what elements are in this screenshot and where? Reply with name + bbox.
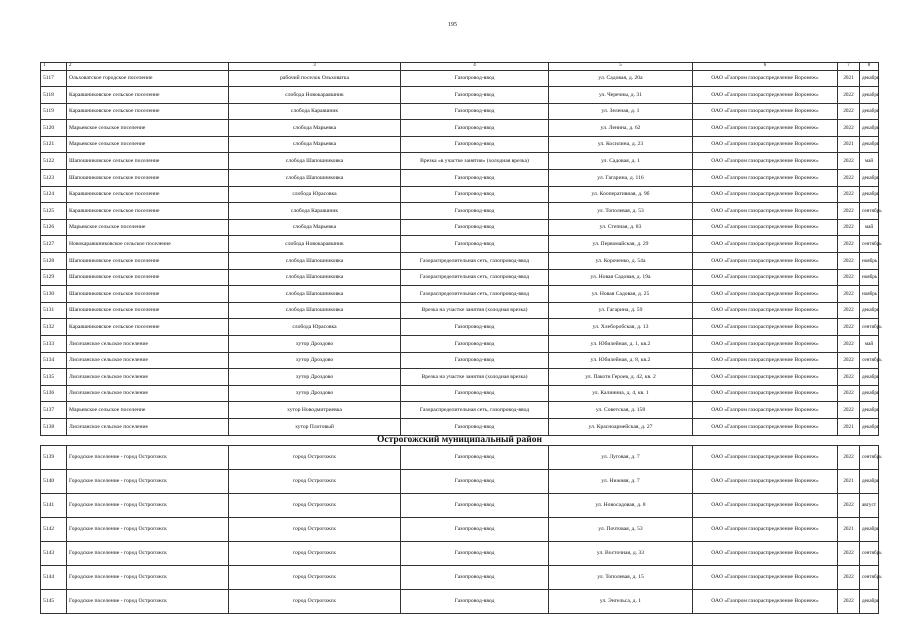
cell-month: сентябрь: [860, 445, 879, 469]
cell-org: ОАО «Газпром газораспределение Воронеж»: [693, 517, 838, 541]
cell-object: Газопровод-ввод: [401, 541, 549, 565]
cell-settle: Шапошниковское сельское поселение: [67, 170, 229, 187]
cell-object: Газопровод-ввод: [401, 236, 549, 253]
table-row: [41, 286, 879, 303]
table-row: [41, 352, 879, 369]
cell-year: 2022: [838, 170, 860, 187]
cell-locality: слобода Юрасовка: [229, 319, 401, 336]
cell-month: август: [860, 493, 879, 517]
cell-address: ул. Ленина, д. 62: [549, 120, 693, 137]
cell-month: декабрь: [860, 103, 879, 120]
cell-object: Газопровод-ввод: [401, 103, 549, 120]
cell-object: Газораспределительная сеть, газопровод-ввод: [401, 286, 549, 303]
cell-month: сентябрь: [860, 541, 879, 565]
cell-month: декабрь: [860, 385, 879, 402]
cell-num: 5127: [41, 236, 67, 253]
cell-month: ноябрь: [860, 269, 879, 286]
cell-org: ОАО «Газпром газораспределение Воронеж»: [693, 445, 838, 469]
cell-org: ОАО «Газпром газораспределение Воронеж»: [693, 87, 838, 104]
cell-num: 5117: [41, 70, 67, 87]
cell-locality: слобода Шапошниковка: [229, 153, 401, 170]
cell-month: декабрь: [860, 120, 879, 137]
cell-settle: Городское поселение - город Острогожск: [67, 517, 229, 541]
cell-settle: Шапошниковское сельское поселение: [67, 269, 229, 286]
cell-object: Газопровод-ввод: [401, 170, 549, 187]
cell-locality: слобода Новокараяшник: [229, 87, 401, 104]
cell-locality: город Острогожск: [229, 541, 401, 565]
table-row: [41, 469, 879, 493]
cell-year: 2022: [838, 269, 860, 286]
cell-locality: город Острогожск: [229, 493, 401, 517]
cell-org: ОАО «Газпром газораспределение Воронеж»: [693, 203, 838, 220]
cell-object: Врезка на участке занятия (холодная врезка): [401, 302, 549, 319]
cell-locality: слобода Марьевка: [229, 219, 401, 236]
cell-locality: хутор Новодмитриевка: [229, 402, 401, 419]
cell-address: ул. Черечны, д. 31: [549, 87, 693, 104]
cell-object: Газопровод-ввод: [401, 186, 549, 203]
cell-settle: Ольховатское городское поселение: [67, 70, 229, 87]
cell-address: ул. Тополевая, д. 15: [549, 565, 693, 589]
cell-settle: Шапошниковское сельское поселение: [67, 302, 229, 319]
cell-org: ОАО «Газпром газораспределение Воронеж»: [693, 103, 838, 120]
cell-year: 2021: [838, 517, 860, 541]
cell-settle: Городское поселение - город Острогожск: [67, 445, 229, 469]
cell-address: ул. Красноармейская, д. 27: [549, 418, 693, 435]
cell-locality: 3: [229, 63, 401, 71]
cell-year: 2022: [838, 445, 860, 469]
table-row: [41, 369, 879, 386]
table-row: [41, 87, 879, 104]
cell-locality: рабочий поселок Ольховатка: [229, 70, 401, 87]
cell-month: декабрь: [860, 186, 879, 203]
cell-num: 5135: [41, 369, 67, 386]
cell-org: ОАО «Газпром газораспределение Воронеж»: [693, 493, 838, 517]
table-row: [41, 385, 879, 402]
cell-settle: Лисичанское сельское поселение: [67, 336, 229, 353]
cell-address: ул. Тополевая, д. 53: [549, 203, 693, 220]
cell-address: ул. Энгельса, д. 1: [549, 589, 693, 613]
cell-month: 8: [860, 63, 879, 71]
section-title: Острогожский муниципальный район: [41, 435, 879, 445]
cell-address: 5: [549, 63, 693, 71]
cell-month: декабрь: [860, 418, 879, 435]
table-row: [41, 170, 879, 187]
table-row: [41, 70, 879, 87]
cell-month: сентябрь: [860, 236, 879, 253]
table-row: [41, 493, 879, 517]
cell-locality: слобода Новокараяшник: [229, 236, 401, 253]
cell-num: 1: [41, 63, 67, 71]
cell-locality: слобода Шапошниковка: [229, 170, 401, 187]
cell-org: ОАО «Газпром газораспределение Воронеж»: [693, 352, 838, 369]
cell-locality: город Острогожск: [229, 565, 401, 589]
cell-num: 5123: [41, 170, 67, 187]
cell-num: 5122: [41, 153, 67, 170]
cell-num: 5128: [41, 253, 67, 270]
cell-locality: слобода Шапошниковка: [229, 286, 401, 303]
cell-org: ОАО «Газпром газораспределение Воронеж»: [693, 385, 838, 402]
cell-org: ОАО «Газпром газораспределение Воронеж»: [693, 286, 838, 303]
page-number: 195: [448, 22, 457, 28]
cell-locality: хутор Дроздово: [229, 369, 401, 386]
cell-month: декабрь: [860, 70, 879, 87]
cell-num: 5141: [41, 493, 67, 517]
cell-locality: хутор Дроздово: [229, 336, 401, 353]
table-row: [41, 103, 879, 120]
cell-settle: Новокараяшниковское сельское поселение: [67, 236, 229, 253]
cell-month: сентябрь: [860, 203, 879, 220]
cell-num: 5137: [41, 402, 67, 419]
cell-org: ОАО «Газпром газораспределение Воронеж»: [693, 336, 838, 353]
table-row: [41, 589, 879, 613]
cell-num: 5138: [41, 418, 67, 435]
cell-month: май: [860, 153, 879, 170]
cell-num: 5134: [41, 352, 67, 369]
cell-locality: город Острогожск: [229, 517, 401, 541]
table-row: [41, 445, 879, 469]
cell-year: 2022: [838, 541, 860, 565]
cell-address: ул. Луговая, д. 7: [549, 445, 693, 469]
cell-object: Газораспределительная сеть, газопровод-ввод: [401, 253, 549, 270]
cell-year: 2022: [838, 153, 860, 170]
cell-locality: слобода Шапошниковка: [229, 302, 401, 319]
cell-org: ОАО «Газпром газораспределение Воронеж»: [693, 469, 838, 493]
cell-month: сентябрь: [860, 319, 879, 336]
cell-org: ОАО «Газпром газораспределение Воронеж»: [693, 186, 838, 203]
cell-settle: Марьевское сельское поселение: [67, 136, 229, 153]
cell-object: Газопровод-ввод: [401, 203, 549, 220]
cell-address: ул. Новая Садовая, д. 25: [549, 286, 693, 303]
cell-month: сентябрь: [860, 565, 879, 589]
cell-year: 2022: [838, 352, 860, 369]
cell-num: 5129: [41, 269, 67, 286]
cell-settle: Караяшниковское сельское поселение: [67, 87, 229, 104]
cell-settle: Городское поселение - город Острогожск: [67, 565, 229, 589]
cell-address: ул. Хлеборобская, д. 13: [549, 319, 693, 336]
cell-num: 5133: [41, 336, 67, 353]
cell-org: ОАО «Газпром газораспределение Воронеж»: [693, 302, 838, 319]
cell-settle: Марьевское сельское поселение: [67, 120, 229, 137]
cell-object: Газопровод-ввод: [401, 589, 549, 613]
cell-year: 2022: [838, 302, 860, 319]
cell-object: Газопровод-ввод: [401, 565, 549, 589]
cell-year: 2021: [838, 70, 860, 87]
cell-num: 5118: [41, 87, 67, 104]
cell-address: ул. Пакоти Героев, д. 42, кв. 2: [549, 369, 693, 386]
cell-year: 2022: [838, 493, 860, 517]
cell-settle: Караяшниковское сельское поселение: [67, 186, 229, 203]
cell-year: 2022: [838, 219, 860, 236]
cell-year: 2022: [838, 236, 860, 253]
cell-org: ОАО «Газпром газораспределение Воронеж»: [693, 589, 838, 613]
cell-settle: Лисичанское сельское поселение: [67, 369, 229, 386]
cell-settle: Марьевское сельское поселение: [67, 219, 229, 236]
cell-object: 4: [401, 63, 549, 71]
table-row: [41, 565, 879, 589]
gasification-table: [40, 62, 882, 614]
cell-year: 2022: [838, 103, 860, 120]
table-row: [41, 269, 879, 286]
table-row: [41, 541, 879, 565]
table-row: [41, 319, 879, 336]
cell-locality: слобода Марьевка: [229, 120, 401, 137]
cell-num: 5143: [41, 541, 67, 565]
cell-num: 5136: [41, 385, 67, 402]
cell-year: 7: [838, 63, 860, 71]
cell-year: 2022: [838, 186, 860, 203]
cell-address: ул. Первомайская, д. 29: [549, 236, 693, 253]
cell-num: 5131: [41, 302, 67, 319]
cell-num: 5126: [41, 219, 67, 236]
cell-settle: Лисичанское сельское поселение: [67, 352, 229, 369]
table-row: [41, 153, 879, 170]
cell-address: ул. Косилина, д. 23: [549, 136, 693, 153]
cell-object: Газопровод-ввод: [401, 120, 549, 137]
cell-year: 2021: [838, 418, 860, 435]
cell-num: 5125: [41, 203, 67, 220]
cell-object: Газопровод-ввод: [401, 517, 549, 541]
cell-month: декабрь: [860, 170, 879, 187]
cell-address: ул. Зеленая, д. 1: [549, 103, 693, 120]
cell-num: 5140: [41, 469, 67, 493]
cell-year: 2022: [838, 120, 860, 137]
cell-address: ул. Гагарина, д. 116: [549, 170, 693, 187]
cell-settle: Городское поселение - город Острогожск: [67, 469, 229, 493]
cell-num: 5139: [41, 445, 67, 469]
cell-num: 5119: [41, 103, 67, 120]
cell-object: Газопровод-ввод: [401, 352, 549, 369]
cell-locality: хутор Дроздово: [229, 385, 401, 402]
cell-address: ул. Нижняя, д. 7: [549, 469, 693, 493]
cell-locality: слобода Марьевка: [229, 136, 401, 153]
cell-address: ул. Новая Садовая, д. 19а: [549, 269, 693, 286]
table-row: [41, 336, 879, 353]
cell-locality: хутор Дроздово: [229, 352, 401, 369]
table-row: [41, 203, 879, 220]
table-row: [41, 120, 879, 137]
table-row: [41, 136, 879, 153]
cell-year: 2022: [838, 589, 860, 613]
cell-year: 2022: [838, 336, 860, 353]
cell-month: декабрь: [860, 589, 879, 613]
cell-locality: хутор Плотовый: [229, 418, 401, 435]
table-row: [41, 219, 879, 236]
cell-org: ОАО «Газпром газораспределение Воронеж»: [693, 418, 838, 435]
cell-locality: слобода Шапошниковка: [229, 253, 401, 270]
cell-settle: Караяшниковское сельское поселение: [67, 103, 229, 120]
cell-object: Газопровод-ввод: [401, 469, 549, 493]
cell-month: декабрь: [860, 87, 879, 104]
cell-address: ул. Юбилейная, д. 1, кв.2: [549, 336, 693, 353]
cell-address: ул. Гагарина, д. 59: [549, 302, 693, 319]
cell-address: ул. Садовая, д. 20а: [549, 70, 693, 87]
cell-num: 5145: [41, 589, 67, 613]
cell-num: 5124: [41, 186, 67, 203]
cell-object: Газопровод-ввод: [401, 493, 549, 517]
cell-month: декабрь: [860, 369, 879, 386]
cell-locality: город Острогожск: [229, 469, 401, 493]
cell-address: ул. Калинина, д. 4, кв. 1: [549, 385, 693, 402]
cell-address: ул. Короченко, д. 54а: [549, 253, 693, 270]
cell-address: ул. Советская, д. 158: [549, 402, 693, 419]
cell-org: ОАО «Газпром газораспределение Воронеж»: [693, 170, 838, 187]
cell-object: Газораспределительная сеть, газопровод-ввод: [401, 269, 549, 286]
cell-object: Газопровод-ввод: [401, 336, 549, 353]
cell-month: май: [860, 219, 879, 236]
cell-object: Врезка на участке занятия (холодная врезка): [401, 369, 549, 386]
table-header-row: [41, 63, 879, 71]
cell-object: Газопровод-ввод: [401, 219, 549, 236]
table-row: [41, 186, 879, 203]
cell-object: Газопровод-ввод: [401, 136, 549, 153]
cell-settle: Марьевское сельское поселение: [67, 402, 229, 419]
cell-settle: Караяшниковское сельское поселение: [67, 319, 229, 336]
cell-org: ОАО «Газпром газораспределение Воронеж»: [693, 565, 838, 589]
cell-address: ул. Новосадовая, д. 8: [549, 493, 693, 517]
cell-year: 2022: [838, 87, 860, 104]
cell-settle: Караяшниковское сельское поселение: [67, 203, 229, 220]
cell-year: 2022: [838, 402, 860, 419]
cell-year: 2022: [838, 319, 860, 336]
cell-object: Газопровод-ввод: [401, 70, 549, 87]
cell-org: ОАО «Газпром газораспределение Воронеж»: [693, 70, 838, 87]
cell-year: 2021: [838, 136, 860, 153]
cell-num: 5130: [41, 286, 67, 303]
cell-year: 2022: [838, 385, 860, 402]
cell-org: ОАО «Газпром газораспределение Воронеж»: [693, 153, 838, 170]
cell-object: Врезка «в участке занятия» (холодная врезка): [401, 153, 549, 170]
cell-month: ноябрь: [860, 286, 879, 303]
cell-month: декабрь: [860, 517, 879, 541]
table-row: [41, 517, 879, 541]
cell-num: 5142: [41, 517, 67, 541]
cell-address: ул. Восточная, д. 33: [549, 541, 693, 565]
cell-org: ОАО «Газпром газораспределение Воронеж»: [693, 120, 838, 137]
table-row: [41, 236, 879, 253]
cell-settle: Шапошниковское сельское поселение: [67, 286, 229, 303]
cell-address: ул. Почтовая, д. 53: [549, 517, 693, 541]
cell-settle: Лисичанское сельское поселение: [67, 385, 229, 402]
cell-object: Газопровод-ввод: [401, 418, 549, 435]
cell-month: ноябрь: [860, 253, 879, 270]
cell-address: ул. Садовая, д. 1: [549, 153, 693, 170]
cell-object: Газопровод-ввод: [401, 445, 549, 469]
table-row: [41, 253, 879, 270]
cell-settle: Лисичанское сельское поселение: [67, 418, 229, 435]
cell-org: ОАО «Газпром газораспределение Воронеж»: [693, 236, 838, 253]
cell-locality: город Острогожск: [229, 589, 401, 613]
cell-object: Газораспределительная сеть, газопровод-ввод: [401, 402, 549, 419]
cell-org: ОАО «Газпром газораспределение Воронеж»: [693, 136, 838, 153]
cell-address: ул. Кооперативная, д. 9б: [549, 186, 693, 203]
cell-month: декабрь: [860, 302, 879, 319]
cell-year: 2022: [838, 286, 860, 303]
cell-org: ОАО «Газпром газораспределение Воронеж»: [693, 402, 838, 419]
cell-num: 5144: [41, 565, 67, 589]
cell-object: Газопровод-ввод: [401, 385, 549, 402]
cell-year: 2022: [838, 369, 860, 386]
cell-locality: город Острогожск: [229, 445, 401, 469]
table-row: [41, 302, 879, 319]
cell-num: 5132: [41, 319, 67, 336]
cell-settle: Шапошниковское сельское поселение: [67, 153, 229, 170]
cell-month: декабрь: [860, 402, 879, 419]
cell-settle: Городское поселение - город Острогожск: [67, 541, 229, 565]
cell-org: ОАО «Газпром газораспределение Воронеж»: [693, 253, 838, 270]
cell-settle: Городское поселение - город Острогожск: [67, 589, 229, 613]
cell-num: 5120: [41, 120, 67, 137]
cell-address: ул. Юбилейная, д. 8, кв.2: [549, 352, 693, 369]
cell-year: 2021: [838, 469, 860, 493]
cell-year: 2022: [838, 203, 860, 220]
cell-org: 6: [693, 63, 838, 71]
cell-org: ОАО «Газпром газораспределение Воронеж»: [693, 369, 838, 386]
cell-org: ОАО «Газпром газораспределение Воронеж»: [693, 269, 838, 286]
cell-locality: слобода Юрасовка: [229, 186, 401, 203]
cell-locality: слобода Караяшник: [229, 103, 401, 120]
cell-month: май: [860, 336, 879, 353]
cell-org: ОАО «Газпром газораспределение Воронеж»: [693, 541, 838, 565]
cell-object: Газопровод-ввод: [401, 319, 549, 336]
cell-month: декабрь: [860, 469, 879, 493]
cell-num: 5121: [41, 136, 67, 153]
cell-locality: слобода Шапошниковка: [229, 269, 401, 286]
cell-org: ОАО «Газпром газораспределение Воронеж»: [693, 219, 838, 236]
cell-address: ул. Степная, д. 83: [549, 219, 693, 236]
cell-settle: Городское поселение - город Острогожск: [67, 493, 229, 517]
cell-year: 2022: [838, 253, 860, 270]
cell-locality: слобода Караяшник: [229, 203, 401, 220]
table-row: [41, 418, 879, 435]
cell-org: ОАО «Газпром газораспределение Воронеж»: [693, 319, 838, 336]
cell-year: 2022: [838, 565, 860, 589]
table-row: [41, 402, 879, 419]
cell-month: сентябрь: [860, 352, 879, 369]
cell-settle: 2: [67, 63, 229, 71]
cell-object: Газопровод-ввод: [401, 87, 549, 104]
cell-settle: Шапошниковское сельское поселение: [67, 253, 229, 270]
cell-month: декабрь: [860, 136, 879, 153]
